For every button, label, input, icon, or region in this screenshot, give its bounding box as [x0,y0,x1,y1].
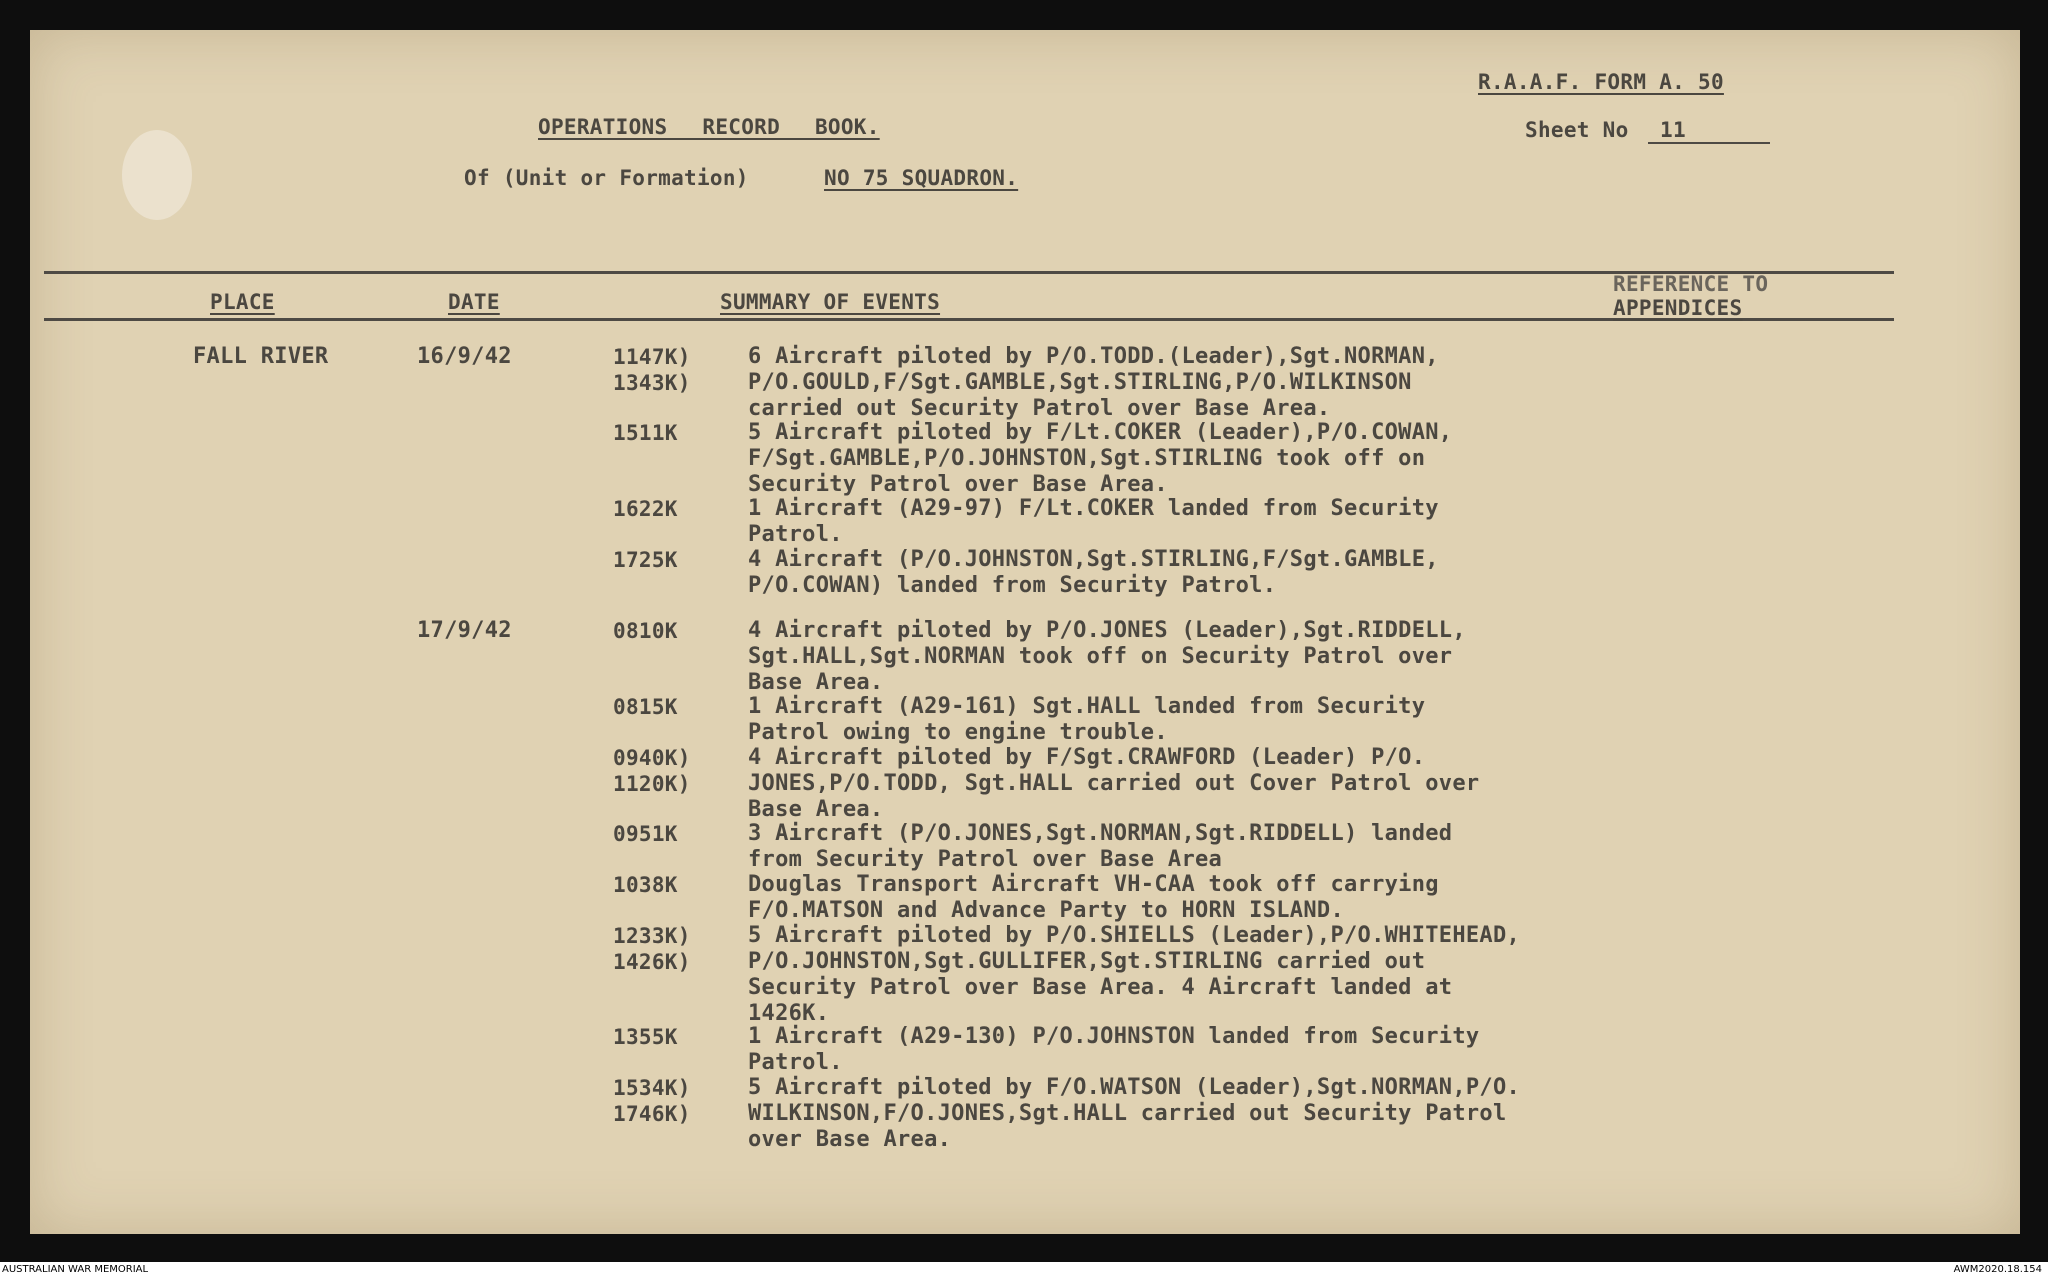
time-value: 0951K [613,822,678,847]
column-header-place: PLACE [210,290,275,314]
column-header-summary: SUMMARY OF EVENTS [720,290,941,314]
unit-value: NO 75 SQUADRON. [824,166,1019,190]
time-value: 1343K) [613,371,691,395]
entry-text [748,872,1439,924]
entry-line: F/O.MATSON and Advance Party to HORN ISLAND. [748,898,1344,923]
entry-line: over Base Area. [748,1127,952,1153]
entry-time [613,745,691,797]
entry-line: F/Sgt.GAMBLE,P/O.JOHNSTON,Sgt.STIRLING took off on [748,446,1426,472]
column-header-appendices: APPENDICES [1613,296,1743,320]
entry-line: Base Area. [748,670,884,695]
entry-line: Sgt.HALL,Sgt.NORMAN took off on Security Patrol over [748,644,1453,669]
entry-line: 1426K. [748,1000,830,1026]
entry-line: P/O.JOHNSTON,Sgt.GULLIFER,Sgt.STIRLING carried out [748,948,1426,974]
entry-line: Douglas Transport Aircraft VH-CAA took off carrying [748,872,1439,897]
entry-line: 4 Aircraft piloted by P/O.JONES (Leader),Sgt.RIDDELL, [748,618,1466,643]
entry-line: Patrol. [748,1050,843,1076]
entry-text [748,1024,1479,1076]
time-value: 1725K [613,548,678,573]
entry-line: from Security Patrol over Base Area [748,847,1223,873]
entry-time [613,1075,691,1127]
entry-time [613,420,678,446]
entry-line: Security Patrol over Base Area. [748,472,1168,498]
time-value: 1147K) [613,345,691,369]
entry-time [613,821,678,847]
entry-text [748,923,1520,1027]
time-value: 1622K [613,497,678,522]
entry-line: 3 Aircraft (P/O.JONES,Sgt.NORMAN,Sgt.RIDDELL) landed [748,821,1453,847]
entry-text [748,694,1425,746]
entry-line: 1 Aircraft (A29-130) P/O.JOHNSTON landed from Security [748,1024,1480,1050]
time-value: 1038K [613,873,678,897]
date-cell: 16/9/42 [417,344,512,369]
entry-line: 1 Aircraft (A29-97) F/Lt.COKER landed from Security [748,496,1439,522]
time-value: 0810K [613,619,678,643]
entry-line: Patrol. [748,522,843,548]
date-cell: 17/9/42 [417,618,512,643]
time-value: 1746K) [613,1102,691,1127]
entry-text [748,547,1439,599]
entry-time [613,344,691,396]
entry-line: 4 Aircraft (P/O.JOHNSTON,Sgt.STIRLING,F/Sgt.GAMBLE, [748,547,1439,573]
time-value: 1233K) [613,923,691,948]
entry-time [613,618,678,644]
entry-line: carried out Security Patrol over Base Area. [748,396,1331,421]
entry-line: Patrol owing to engine trouble. [748,720,1168,746]
entry-time [613,923,691,975]
time-value: 1426K) [613,949,691,974]
time-value: 0815K [613,695,678,720]
footer-credit: AUSTRALIAN WAR MEMORIAL [2,1264,149,1275]
paper-stain [122,130,192,220]
entry-line: P/O.COWAN) landed from Security Patrol. [748,573,1277,599]
entry-text [748,745,1479,823]
entry-time [613,872,678,898]
column-header-reference: REFERENCE TO [1613,272,1769,296]
record-sheet [30,30,2020,1234]
entry-line: 1 Aircraft (A29-161) Sgt.HALL landed from Security [748,694,1426,720]
entry-text [748,420,1452,498]
entry-line: Security Patrol over Base Area. 4 Aircraft landed at [748,974,1453,1000]
entry-time [613,1024,678,1050]
entry-text [748,618,1466,696]
entry-text [748,1075,1520,1153]
sheet-number: 11 [1648,118,1770,144]
form-label: R.A.A.F. FORM A. 50 [1478,70,1724,94]
place-cell: FALL RIVER [193,344,329,369]
footer-accession-number: AWM2020.18.154 [1953,1264,2042,1275]
entry-line: 5 Aircraft piloted by P/O.SHIELLS (Leader),P/O.WHITEHEAD, [748,922,1521,948]
time-value: 1120K) [613,772,691,796]
entry-line: P/O.GOULD,F/Sgt.GAMBLE,Sgt.STIRLING,P/O.WILKINSON [748,370,1412,395]
entry-line: JONES,P/O.TODD, Sgt.HALL carried out Cover Patrol over [748,771,1480,796]
entry-text [748,821,1452,873]
unit-label: Of (Unit or Formation) [464,166,749,190]
column-header-date: DATE [448,290,500,314]
time-value: 1355K [613,1025,678,1050]
entry-text [748,496,1439,548]
time-value: 1511K [613,421,678,446]
sheet-label: Sheet No [1525,118,1629,142]
page-title: OPERATIONS RECORD BOOK. [538,115,880,139]
entry-line: 5 Aircraft piloted by F/O.WATSON (Leader),Sgt.NORMAN,P/O. [748,1075,1521,1101]
entry-time [613,694,678,720]
entry-text [748,344,1439,422]
entry-line: WILKINSON,F/O.JONES,Sgt.HALL carried out Security Patrol [748,1101,1507,1127]
entry-time [613,547,678,573]
time-value: 1534K) [613,1076,691,1101]
entry-line: 5 Aircraft piloted by F/Lt.COKER (Leader),P/O.COWAN, [748,420,1453,446]
entry-time [613,496,678,522]
time-value: 0940K) [613,746,691,770]
entry-line: 4 Aircraft piloted by F/Sgt.CRAWFORD (Leader) P/O. [748,745,1426,770]
entry-line: 6 Aircraft piloted by P/O.TODD.(Leader),Sgt.NORMAN, [748,344,1439,369]
entry-line: Base Area. [748,797,884,822]
